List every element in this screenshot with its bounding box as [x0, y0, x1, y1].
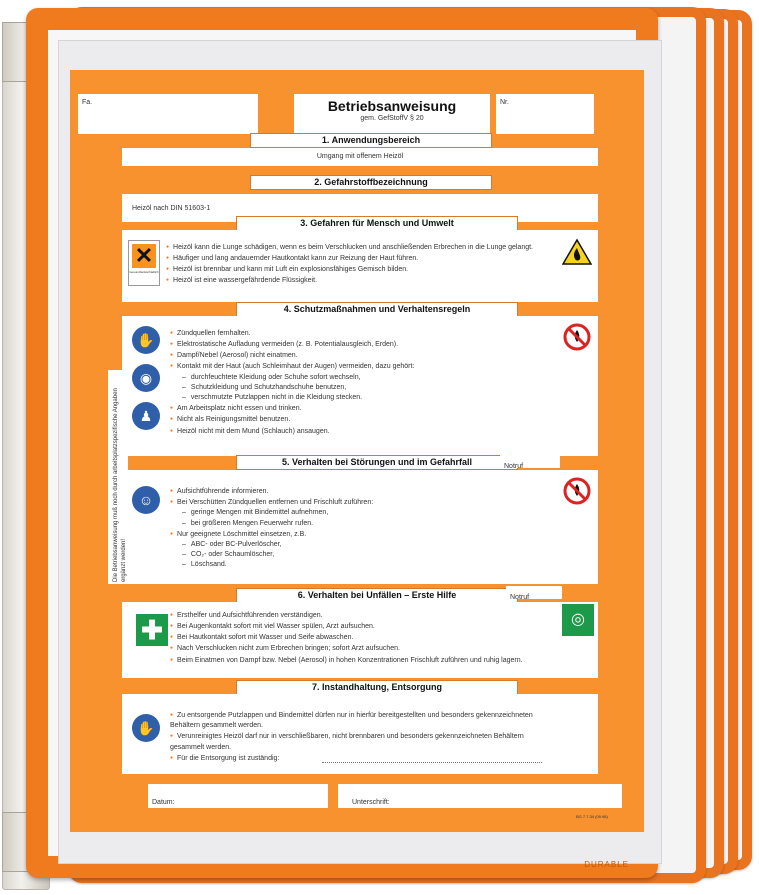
list-item: ● Bei Verschütten Zündquellen entfernen und Frischluft zuführen:	[170, 497, 550, 508]
section-1-body	[122, 148, 598, 166]
list-item: ● Zündquellen fernhalten.	[170, 328, 550, 339]
list-item: ● Nach Verschlucken nicht zum Erbrechen bringen; sofort Arzt aufsuchen.	[170, 643, 556, 654]
harmful-symbol	[128, 240, 160, 286]
list-item: ● Nur geeignete Löschmittel einsetzen, z.B.	[170, 529, 550, 540]
eye-wash-icon: ◎	[562, 604, 594, 636]
list-subitem: – bei größeren Mengen Feuerwehr rufen.	[170, 519, 550, 529]
responsible-line	[322, 762, 542, 763]
list-item: ● Heizöl nicht mit dem Mund (Schlauch) ansaugen.	[170, 426, 550, 437]
list-item: ● Zu entsorgende Putzlappen und Bindemittel dürfen nur in hierfür bereitgestellten und besonders gekennzeichneten Behältern gesammelt werden.	[170, 710, 556, 731]
signature-label: Unterschrift:	[352, 799, 390, 806]
list-item: ● Elektrostatische Aufladung vermeiden (z. B. Potentialausgleich, Erden).	[170, 339, 550, 350]
gloves-icon: ✋	[132, 326, 160, 354]
list-item: ● Kontakt mit der Haut (auch Schleimhaut der Augen) vermeiden, dazu gehört:	[170, 361, 550, 372]
list-item: ● Beim Einatmen von Dampf bzw. Nebel (Aerosol) in hohen Konzentrationen Frischluft zuführen und ruhig lagern.	[170, 655, 556, 666]
list-item: ● Aufsichtführende informieren.	[170, 486, 550, 497]
respirator-icon: ☺	[132, 486, 160, 514]
notruf-label: Notruf	[510, 594, 530, 601]
list-item: ● Nicht als Reinigungsmittel benutzen.	[170, 414, 550, 425]
gloves-icon: ✋	[132, 714, 160, 742]
x-cross-icon: ✕	[132, 244, 156, 268]
section-4-body	[122, 316, 598, 456]
section-3-title: 3. Gefahren für Mensch und Umwelt	[236, 216, 518, 231]
notruf-field	[506, 586, 562, 599]
datum-cell	[148, 784, 328, 808]
no-fire-icon	[562, 476, 592, 506]
section-2-title: 2. Gefahrstoffbezeichnung	[250, 175, 492, 190]
list-item: ● Bei Hautkontakt sofort mit Wasser und Seife abwaschen.	[170, 632, 556, 643]
list-subitem: – CO₂- oder Schaumlöscher,	[170, 550, 550, 560]
list-subitem: – Löschsand.	[170, 560, 550, 570]
section-4-title: 4. Schutzmaßnahmen und Verhaltensregeln	[236, 302, 518, 317]
goggles-icon: ◉	[132, 364, 160, 392]
notruf-field	[500, 455, 560, 468]
page-subtitle: gem. GefStoffV § 20	[360, 115, 424, 122]
list-item: ● Häufiger und lang andauernder Hautkontakt kann zur Reizung der Haut führen.	[166, 253, 546, 264]
list-item: ● Am Arbeitsplatz nicht essen und trinken.	[170, 403, 550, 414]
section-3-body	[122, 230, 598, 302]
flammable-warning-icon	[562, 238, 592, 266]
brand-label: DURABLE	[584, 860, 629, 869]
list-subitem: – ABC- oder BC-Pulverlöscher,	[170, 540, 550, 550]
list-subitem: – Schutzkleidung und Schutzhandschuhe benutzen,	[170, 383, 550, 393]
section-7-body	[122, 694, 598, 774]
list-item: ● Bei Augenkontakt sofort mit viel Wasser spülen, Arzt aufsuchen.	[170, 621, 556, 632]
safety-document	[70, 70, 644, 832]
section-2-text: Heizöl nach DIN 51603-1	[132, 205, 211, 212]
list-subitem: – verschmutzte Putzlappen nicht in die Kleidung stecken.	[170, 393, 550, 403]
list-item: ● Dampf/Nebel (Aerosol) nicht einatmen.	[170, 350, 550, 361]
list-item: ● Heizöl ist eine wassergefährdende Flüssigkeit.	[166, 275, 546, 286]
section-5-title: 5. Verhalten bei Störungen und im Gefahrfall	[236, 455, 518, 470]
first-aid-icon: ✚	[136, 614, 168, 646]
fa-cell	[78, 94, 258, 134]
sidebar-note: Die Betriebsanweisung muß noch durch arbeitsplatzspezifische Angaben ergänzt werden!	[113, 388, 127, 582]
sidebar-note-box	[108, 370, 128, 584]
section-6-body	[122, 602, 598, 678]
list-item: ● Heizöl ist brennbar und kann mit Luft ein explosionsfähiges Gemisch bilden.	[166, 264, 546, 275]
section-1-text: Umgang mit offenem Heizöl	[316, 153, 404, 160]
fa-label: Fa.	[82, 99, 93, 106]
title-cell	[294, 94, 490, 134]
list-subitem: – geringe Mengen mit Bindemittel aufnehmen,	[170, 508, 550, 518]
nr-cell	[496, 94, 594, 134]
signature-cell	[338, 784, 622, 808]
nr-label: Nr.	[500, 99, 509, 106]
list-item: ● Ersthelfer und Aufsichtführenden verständigen.	[170, 610, 556, 621]
section-6-title: 6. Verhalten bei Unfällen – Erste Hilfe	[236, 588, 518, 603]
document-code: BG 7.7.34 (09.98)	[576, 814, 608, 819]
section-1-title: 1. Anwendungsbereich	[250, 133, 492, 148]
list-item: ● Verunreinigtes Heizöl darf nur in verschließbaren, nicht brennbaren und besonders gekennzeichneten Behältern gesammelt werden.	[170, 731, 556, 752]
symbol-caption: Gesundheitsschädlich	[129, 270, 159, 274]
section-7-title: 7. Instandhaltung, Entsorgung	[236, 680, 518, 695]
no-fire-icon	[562, 322, 592, 352]
list-item: ● Für die Entsorgung ist zuständig:	[170, 753, 556, 764]
protective-clothing-icon: ♟	[132, 402, 160, 430]
list-item: ● Heizöl kann die Lunge schädigen, wenn es beim Verschlucken und anschließenden Erbrechen in die Lunge gelangt.	[166, 242, 546, 253]
notruf-label: Notruf	[504, 463, 524, 470]
datum-label: Datum:	[152, 799, 175, 806]
section-5-body	[122, 470, 598, 584]
page-title: Betriebsanweisung	[327, 98, 457, 114]
list-subitem: – durchfeuchtete Kleidung oder Schuhe sofort wechseln,	[170, 373, 550, 383]
